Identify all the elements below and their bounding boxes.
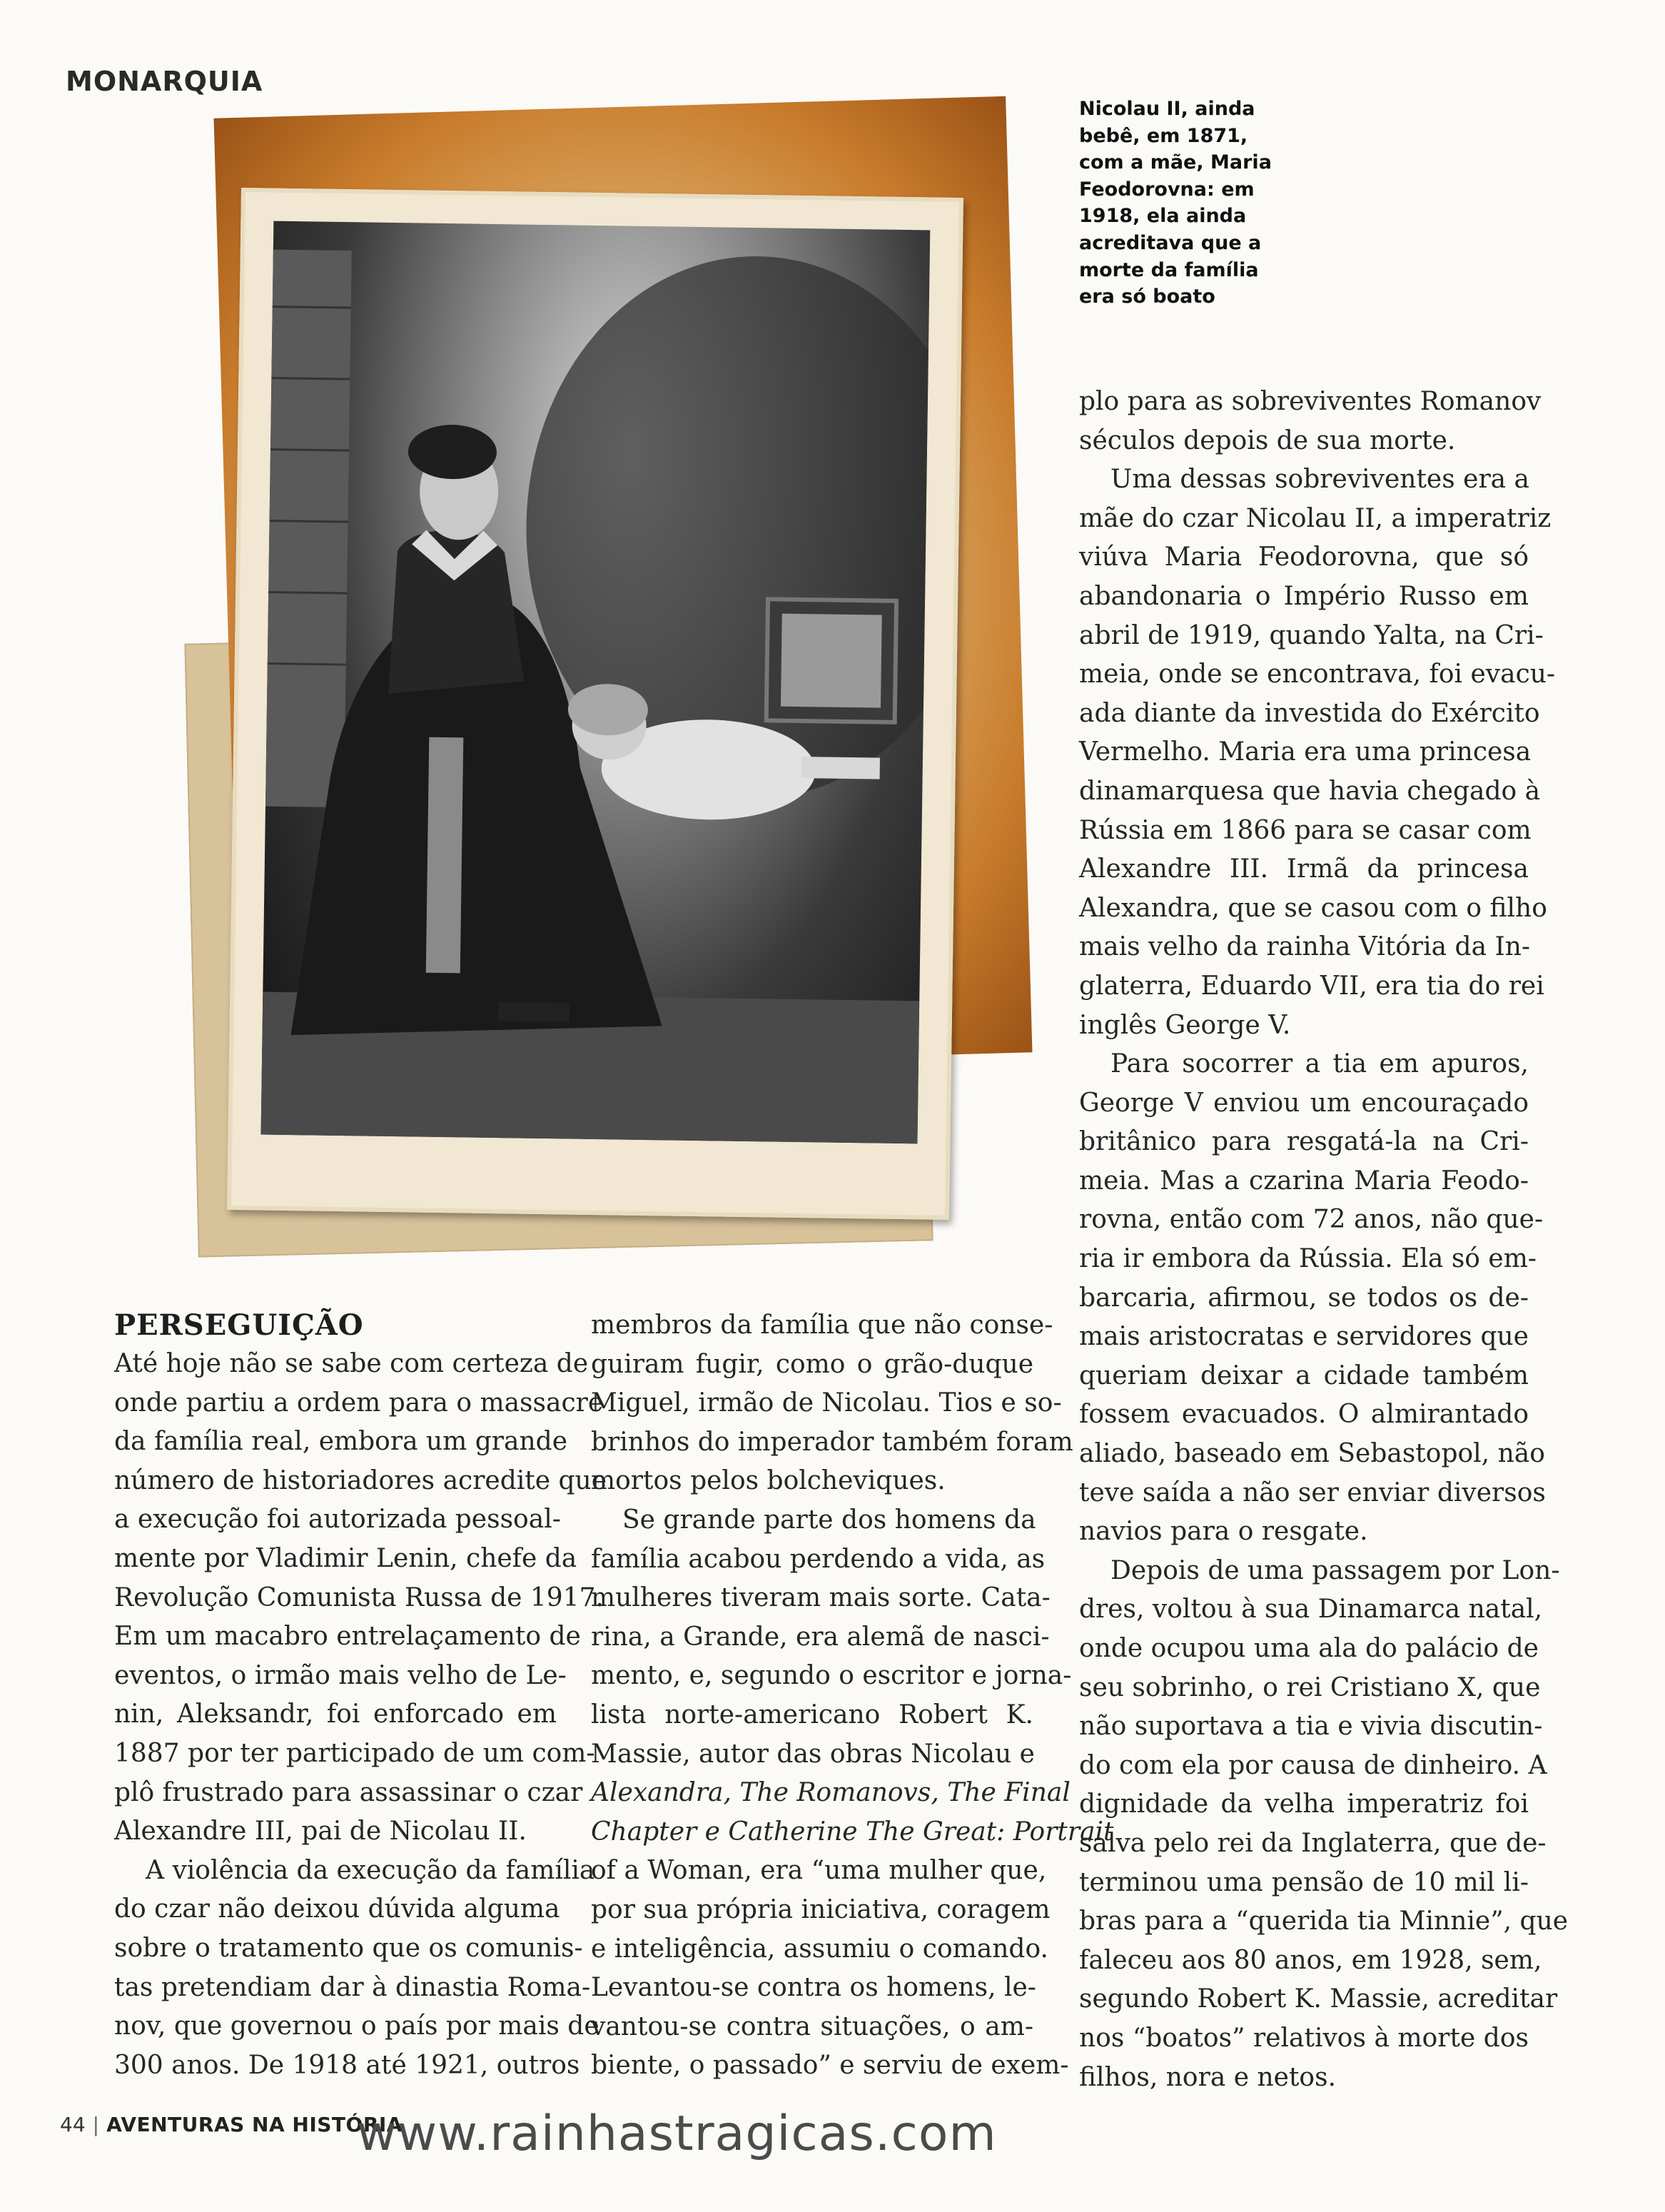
text-line: George V enviou um encouraçado bbox=[1079, 1088, 1529, 1118]
text-line: mãe do czar Nicolau II, a imperatriz bbox=[1079, 503, 1552, 533]
article-column-1 bbox=[114, 1306, 607, 2085]
text-line: Alexandra, que se casou com o filho bbox=[1079, 893, 1547, 923]
text-line: nos “boatos” relativos à morte dos bbox=[1079, 2023, 1529, 2053]
text-line: nov, que governou o país por mais de bbox=[114, 2011, 599, 2041]
text-line: rina, a Grande, era alemã de nasci- bbox=[591, 1622, 1050, 1652]
text-line: queriam deixar a cidade também bbox=[1079, 1360, 1529, 1390]
text-line: meia. Mas a czarina Maria Feodo- bbox=[1079, 1166, 1529, 1196]
text-line: mais velho da rainha Vitória da In- bbox=[1079, 932, 1531, 962]
text-line: dres, voltou à sua Dinamarca natal, bbox=[1079, 1595, 1543, 1625]
text-line: mortos pelos bolcheviques. bbox=[591, 1466, 946, 1496]
text-line: dignidade da velha imperatriz foi bbox=[1079, 1789, 1529, 1819]
text-line: meia, onde se encontrava, foi evacu- bbox=[1079, 660, 1556, 690]
text-line: ria ir embora da Rússia. Ela só em- bbox=[1079, 1244, 1537, 1274]
caption-line: morte da família bbox=[1079, 258, 1259, 281]
text-line: Miguel, irmão de Nicolau. Tios e so- bbox=[591, 1388, 1062, 1418]
text-line: mais aristocratas e servidores que bbox=[1079, 1322, 1529, 1352]
text-line: mulheres tiveram mais sorte. Cata- bbox=[591, 1583, 1051, 1613]
portrait-illustration bbox=[261, 221, 931, 1144]
text-line: 1887 por ter participado de um com- bbox=[114, 1738, 595, 1768]
text-line: Em um macabro entrelaçamento de bbox=[114, 1622, 581, 1652]
text-line: por sua própria iniciativa, coragem bbox=[591, 1894, 1051, 1924]
text-line: brinhos do imperador também foram bbox=[591, 1427, 1073, 1457]
section-heading: PERSEGUIÇÃO bbox=[114, 1308, 364, 1342]
photo-caption bbox=[1079, 96, 1293, 310]
text-line: plo para as sobreviventes Romanov bbox=[1079, 387, 1542, 416]
portrait-photo bbox=[261, 221, 931, 1144]
text-line: dinamarquesa que havia chegado à bbox=[1079, 776, 1541, 806]
text-line: mente por Vladimir Lenin, chefe da bbox=[114, 1543, 577, 1573]
text-line: salva pelo rei da Inglaterra, que de- bbox=[1079, 1828, 1547, 1858]
text-line: do czar não deixou dúvida alguma bbox=[114, 1894, 560, 1924]
caption-line: 1918, ela ainda bbox=[1079, 205, 1247, 228]
text-line: tas pretendiam dar à dinastia Roma- bbox=[114, 1972, 591, 2002]
text-line: da família real, embora um grande bbox=[114, 1427, 567, 1457]
text-line: Alexandra, The Romanovs, The Final bbox=[591, 1778, 1071, 1808]
text-line: inglês George V. bbox=[1079, 1010, 1291, 1040]
text-line: Depois de uma passagem por Lon- bbox=[1110, 1555, 1560, 1585]
text-line: barcaria, afirmou, se todos os de- bbox=[1079, 1283, 1529, 1313]
text-line: lista norte-americano Robert K. bbox=[591, 1700, 1033, 1729]
text-line: abril de 1919, quando Yalta, na Cri- bbox=[1079, 620, 1544, 650]
text-line: Até hoje não se sabe com certeza de bbox=[114, 1349, 589, 1378]
text-line: onde ocupou uma ala do palácio de bbox=[1079, 1634, 1539, 1663]
text-line: Para socorrer a tia em apuros, bbox=[1110, 1049, 1529, 1079]
text-line: of a Woman, era “uma mulher que, bbox=[591, 1856, 1047, 1886]
text-line: não suportava a tia e vivia discutin- bbox=[1079, 1712, 1543, 1742]
text-line: nin, Aleksandr, foi enforcado em bbox=[114, 1700, 557, 1729]
text-line: eventos, o irmão mais velho de Le- bbox=[114, 1660, 567, 1690]
text-line: do com ela por causa de dinheiro. A bbox=[1079, 1750, 1547, 1780]
text-line: ada diante da investida do Exército bbox=[1079, 698, 1540, 728]
text-line: A violência da execução da família bbox=[146, 1855, 595, 1885]
text-line: a execução foi autorizada pessoal- bbox=[114, 1505, 561, 1535]
text-line: plô frustrado para assassinar o czar bbox=[114, 1777, 583, 1807]
text-line: faleceu aos 80 anos, em 1928, sem, bbox=[1079, 1945, 1542, 1975]
magazine-name: AVENTURAS NA HISTÓRIA bbox=[106, 2113, 403, 2136]
text-line: aliado, baseado em Sebastopol, não bbox=[1079, 1439, 1545, 1469]
text-line: segundo Robert K. Massie, acreditar bbox=[1079, 1984, 1558, 2014]
text-line: Alexandre III. Irmã da princesa bbox=[1079, 854, 1529, 884]
text-line: sobre o tratamento que os comunis- bbox=[114, 1933, 583, 1963]
text-line: Massie, autor das obras Nicolau e bbox=[591, 1739, 1035, 1769]
caption-line: com a mãe, Maria bbox=[1079, 151, 1272, 174]
text-line: Chapter e Catherine The Great: Portrait bbox=[591, 1817, 1114, 1847]
text-line: e inteligência, assumiu o comando. bbox=[591, 1934, 1048, 1964]
text-line: Revolução Comunista Russa de 1917. bbox=[114, 1582, 604, 1612]
text-line: glaterra, Eduardo VII, era tia do rei bbox=[1079, 971, 1544, 1001]
text-line: navios para o resgate. bbox=[1079, 1517, 1368, 1547]
text-line: seu sobrinho, o rei Cristiano X, que bbox=[1079, 1672, 1541, 1702]
text-line: Rússia em 1866 para se casar com bbox=[1079, 815, 1532, 845]
text-line: número de historiadores acredite que bbox=[114, 1465, 607, 1495]
caption-line: Feodorovna: em bbox=[1079, 178, 1255, 201]
text-line: rovna, então com 72 anos, não que- bbox=[1079, 1205, 1544, 1235]
text-line: Uma dessas sobreviventes era a bbox=[1110, 465, 1530, 495]
text-line: britânico para resgatá-la na Cri- bbox=[1079, 1127, 1529, 1157]
text-line: Vermelho. Maria era uma princesa bbox=[1079, 737, 1532, 767]
text-line: guiram fugir, como o grão-duque bbox=[591, 1349, 1033, 1379]
text-line: séculos depois de sua morte. bbox=[1079, 425, 1456, 455]
article-column-3 bbox=[1079, 383, 1569, 2097]
page-number: 44 bbox=[60, 2113, 86, 2136]
photo-front-card bbox=[227, 188, 963, 1220]
text-line: mento, e, segundo o escritor e jorna- bbox=[591, 1661, 1072, 1691]
text-line: teve saída a não ser enviar diversos bbox=[1079, 1478, 1546, 1508]
text-line: Alexandre III, pai de Nicolau II. bbox=[114, 1817, 527, 1847]
text-line: membros da família que não conse- bbox=[591, 1310, 1053, 1340]
text-line: bras para a “querida tia Minnie”, que bbox=[1079, 1907, 1569, 1936]
page-footer bbox=[60, 2113, 403, 2136]
text-line: filhos, nora e netos. bbox=[1079, 2062, 1337, 2092]
caption-line: Nicolau II, ainda bbox=[1079, 98, 1255, 120]
footer-separator: | bbox=[92, 2113, 100, 2136]
article-column-2 bbox=[591, 1306, 1114, 2086]
section-label: MONARQUIA bbox=[66, 66, 263, 97]
text-line: fossem evacuados. O almirantado bbox=[1079, 1400, 1529, 1430]
text-line: 300 anos. De 1918 até 1921, outros bbox=[114, 2050, 580, 2080]
watermark-url: www.rainhastragicas.com bbox=[357, 2106, 997, 2162]
text-line: onde partiu a ordem para o massacre bbox=[114, 1388, 604, 1418]
text-line: família acabou perdendo a vida, as bbox=[591, 1544, 1046, 1574]
text-line: biente, o passado” e serviu de exem- bbox=[591, 2051, 1069, 2081]
text-line: Se grande parte dos homens da bbox=[622, 1505, 1036, 1535]
text-line: abandonaria o Império Russo em bbox=[1079, 581, 1529, 611]
caption-line: acreditava que a bbox=[1079, 231, 1262, 254]
text-line: terminou uma pensão de 10 mil li- bbox=[1079, 1867, 1529, 1897]
text-line: viúva Maria Feodorovna, que só bbox=[1079, 542, 1529, 572]
caption-line: era só boato bbox=[1079, 286, 1215, 308]
vintage-photo-collage bbox=[191, 93, 1026, 1256]
text-line: Levantou-se contra os homens, le- bbox=[591, 1973, 1036, 2003]
caption-line: bebê, em 1871, bbox=[1079, 124, 1248, 147]
text-line: vantou-se contra situações, o am- bbox=[591, 2011, 1033, 2041]
